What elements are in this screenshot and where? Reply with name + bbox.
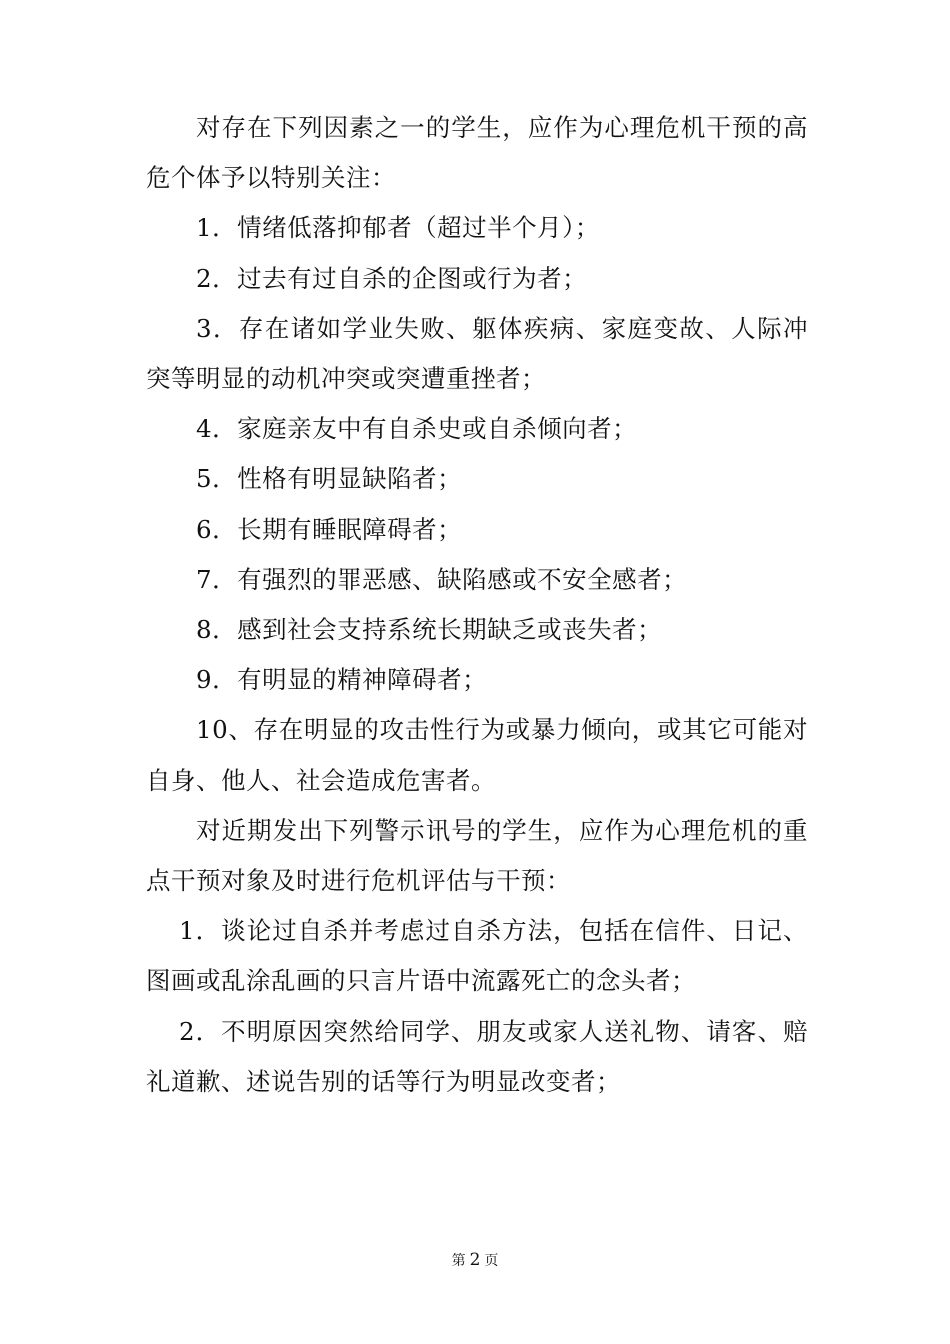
risk-factor-item-3: 3．存在诸如学业失败、躯体疾病、家庭变故、人际冲突等明显的动机冲突或突遭重挫者； [146,313,808,394]
risk-factor-item-8: 8．感到社会支持系统长期缺乏或丧失者； [196,615,663,645]
footer-suffix: 页 [484,1253,499,1269]
page-footer [0,1250,950,1271]
risk-factor-item-1: 1．情绪低落抑郁者（超过半个月）； [196,213,600,243]
risk-factor-item-5: 5．性格有明显缺陷者； [196,464,463,494]
risk-factor-item-7: 7．有强烈的罪恶感、缺陷感或不安全感者； [196,564,688,594]
risk-factor-item-4: 4．家庭亲友中有自杀史或自杀倾向者； [196,414,638,444]
warning-signal-item-2: 2．不明原因突然给同学、朋友或家人送礼物、请客、赔礼道歉、述说告别的话等行为明显改变者； [146,1016,808,1096]
risk-factor-item-2: 2．过去有过自杀的企图或行为者； [196,263,588,293]
footer-prefix: 第 [451,1253,466,1269]
intro-paragraph-warning-signals: 对近期发出下列警示讯号的学生，应作为心理危机的重点干预对象及时进行危机评估与干预： [146,815,808,896]
intro-paragraph-risk-factors: 对存在下列因素之一的学生，应作为心理危机干预的高危个体予以特别关注： [146,113,808,193]
risk-factor-item-9: 9．有明显的精神障碍者； [196,665,488,695]
risk-factor-item-10: 10、存在明显的攻击性行为或暴力倾向，或其它可能对自身、他人、社会造成危害者。 [146,715,808,795]
warning-signal-item-1: 1．谈论过自杀并考虑过自杀方法，包括在信件、日记、图画或乱涂乱画的只言片语中流露死亡的念头者； [146,916,808,996]
page-number: 2 [469,1250,481,1270]
risk-factor-item-6: 6．长期有睡眠障碍者； [196,514,463,544]
document-body [146,103,808,1107]
